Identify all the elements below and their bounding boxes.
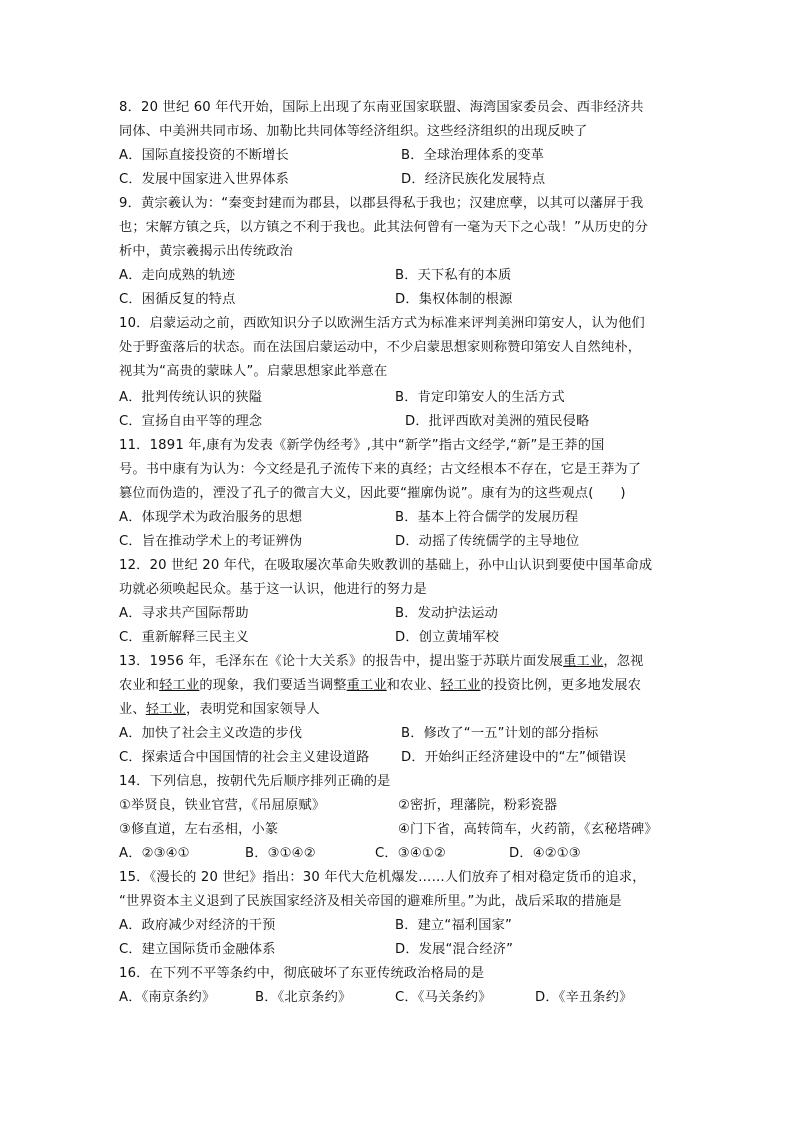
question-10-text-line-2: 处于野蛮落后的状态。而在法国启蒙运动中，不少启蒙思想家则称赞印第安人自然纯朴， (119, 340, 642, 355)
question-16-text-line-1: 16．在下列不平等条约中，彻底破坏了东亚传统政治格局的是 (119, 966, 485, 981)
q13-line2-b: 的现象，我们要适当调整 (199, 678, 347, 693)
question-13-option-b: B．修改了“一五”计划的部分指标 (401, 726, 599, 741)
question-9-option-a: A．走向成熟的轨迹 (119, 268, 236, 283)
question-13-text-line-2 (119, 677, 641, 695)
question-8-option-b: B．全球治理体系的变革 (401, 148, 545, 163)
question-16-option-b: B．《北京条约》 (255, 990, 352, 1005)
question-13-option-d: D．开始纠正经济建设中的“左”倾错误 (401, 750, 627, 765)
question-12-option-a: A．寻求共产国际帮助 (119, 606, 249, 621)
question-14-text-line-1: 14．下列信息，按朝代先后顺序排列正确的是 (119, 774, 391, 789)
question-10-option-c: C．宣扬自由平等的理念 (119, 414, 263, 429)
question-9-option-d: D．集权体制的根源 (395, 292, 513, 307)
question-14-option-a: A．②③④① (119, 846, 190, 861)
question-11-text-line-1: 11．1891 年,康有为发表《新学伪经考》,其中“新学”指古文经学,“新”是王莽的国 (119, 438, 605, 453)
question-14-item-4: ④门下省，高转筒车，火药箭，《玄秘塔碑》 (398, 822, 658, 837)
question-11-option-c: C．旨在推动学术上的考证辨伪 (119, 534, 303, 549)
q13-underline-light-industry-3: 轻工业 (145, 702, 186, 717)
question-14-option-d: D．④②①③ (509, 846, 581, 861)
question-13-option-c: C．探索适合中国国情的社会主义建设道路 (119, 750, 370, 765)
question-12-option-c: C．重新解释三民主义 (119, 630, 249, 645)
question-16-option-d: D．《辛丑条约》 (535, 990, 633, 1005)
question-10-option-d: D．批评西欧对美洲的殖民侵略 (405, 414, 590, 429)
question-16-option-c: C．《马关条约》 (395, 990, 492, 1005)
question-12-text-line-2: 功就必须唤起民众。基于这一认识，他进行的努力是 (119, 582, 427, 597)
question-14-item-1: ①举贤良，铁业官营，《吊屈原赋》 (119, 798, 326, 813)
question-12-option-d: D．创立黄埔军校 (395, 630, 500, 645)
question-11-option-a: A．体现学术为政治服务的思想 (119, 510, 303, 525)
question-10-option-b: B．肯定印第安人的生活方式 (395, 390, 565, 405)
question-11-text-line-2: 号。书中康有为认为：今文经是孔子流传下来的真经；古文经根本不存在，它是王莽为了 (119, 462, 642, 477)
question-13-text-line-3 (119, 701, 320, 719)
q13-line2-d: 的投资比例，更多地发展农 (480, 678, 642, 693)
question-12-option-b: B．发动护法运动 (395, 606, 498, 621)
q13-line3-b: ，表明党和国家领导人 (185, 702, 320, 717)
question-9-text-line-2: 也；宋解方镇之兵，以方镇之不利于我也。此其法何曾有一毫为天下之心哉！”从历史的分 (119, 220, 649, 235)
question-15-option-c: C．建立国际货币金融体系 (119, 942, 276, 957)
q13-underline-heavy-industry-2: 重工业 (346, 678, 387, 693)
question-15-text-line-2: “世界资本主义退到了民族国家经济及相关帝国的避难所里。”为此，战后采取的措施是 (119, 894, 622, 909)
question-13-text-line-1 (119, 653, 644, 671)
question-14-option-c: C．③④①② (375, 846, 446, 861)
question-11-option-b: B．基本上符合儒学的发展历程 (395, 510, 579, 525)
question-9-option-c: C．困循反复的特点 (119, 292, 236, 307)
q13-underline-light-industry-2: 轻工业 (440, 678, 481, 693)
question-16-option-a: A．《南京条约》 (119, 990, 216, 1005)
question-13-option-a: A．加快了社会主义改造的步伐 (119, 726, 303, 741)
q13-line1-pre: 13．1956 年，毛泽东在《论十大关系》的报告中，提出鉴于苏联片面发展 (119, 654, 564, 669)
question-14-item-3: ③修直道，左右丞相，小篆 (119, 822, 279, 837)
q13-underline-heavy-industry: 重工业 (563, 654, 604, 669)
q13-line2-c: 和农业、 (386, 678, 441, 693)
question-10-text-line-1: 10．启蒙运动之前，西欧知识分子以欧洲生活方式为标准来评判美洲印第安人，认为他们 (119, 316, 645, 331)
question-15-option-a: A．政府减少对经济的干预 (119, 918, 276, 933)
q13-line2-a: 农业和 (119, 678, 160, 693)
q13-line1-post: ，忽视 (603, 654, 644, 669)
question-11-text-line-3: 篡位而伪造的，湮没了孔子的微言大义，因此要“摧廓伪说”。康有为的这些观点( ) (119, 486, 626, 501)
q13-underline-light-industry: 轻工业 (159, 678, 200, 693)
question-8-text-line-1: 8．20 世纪 60 年代开始，国际上出现了东南亚国家联盟、海湾国家委员会、西非经济共 (119, 100, 644, 115)
question-14-item-2: ②密折，理藩院，粉彩瓷器 (398, 798, 558, 813)
question-15-text-line-1: 15．《漫长的 20 世纪》指出：30 年代大危机爆发……人们放弃了相对稳定货币的追求， (119, 870, 646, 885)
question-9-text-line-3: 析中，黄宗羲揭示出传统政治 (119, 244, 294, 259)
question-10-option-a: A．批判传统认识的狭隘 (119, 390, 263, 405)
question-14-option-b: B．③①④② (245, 846, 316, 861)
question-9-option-b: B．天下私有的本质 (395, 268, 512, 283)
question-11-option-d: D．动摇了传统儒学的主导地位 (395, 534, 580, 549)
q13-line3-a: 业、 (119, 702, 146, 717)
question-8-option-a: A．国际直接投资的不断增长 (119, 148, 289, 163)
question-8-option-c: C．发展中国家进入世界体系 (119, 172, 290, 187)
question-9-text-line-1: 9．黄宗羲认为：“秦变封建而为郡县，以郡县得私于我也；汉建庶孽，以其可以藩屏于我 (119, 196, 644, 211)
question-8-option-d: D．经济民族化发展特点 (401, 172, 546, 187)
question-10-text-line-3: 视其为“高贵的蒙昧人”。启蒙思想家此举意在 (119, 364, 388, 379)
question-8-text-line-2: 同体、中美洲共同市场、加勒比共同体等经济组织。这些经济组织的出现反映了 (119, 124, 588, 139)
question-15-option-b: B．建立“福利国家” (395, 918, 513, 933)
question-15-option-d: D．发展“混合经济” (395, 942, 514, 957)
question-12-text-line-1: 12．20 世纪 20 年代，在吸取屡次革命失败教训的基础上，孙中山认识到要使中国革命成 (119, 558, 653, 573)
